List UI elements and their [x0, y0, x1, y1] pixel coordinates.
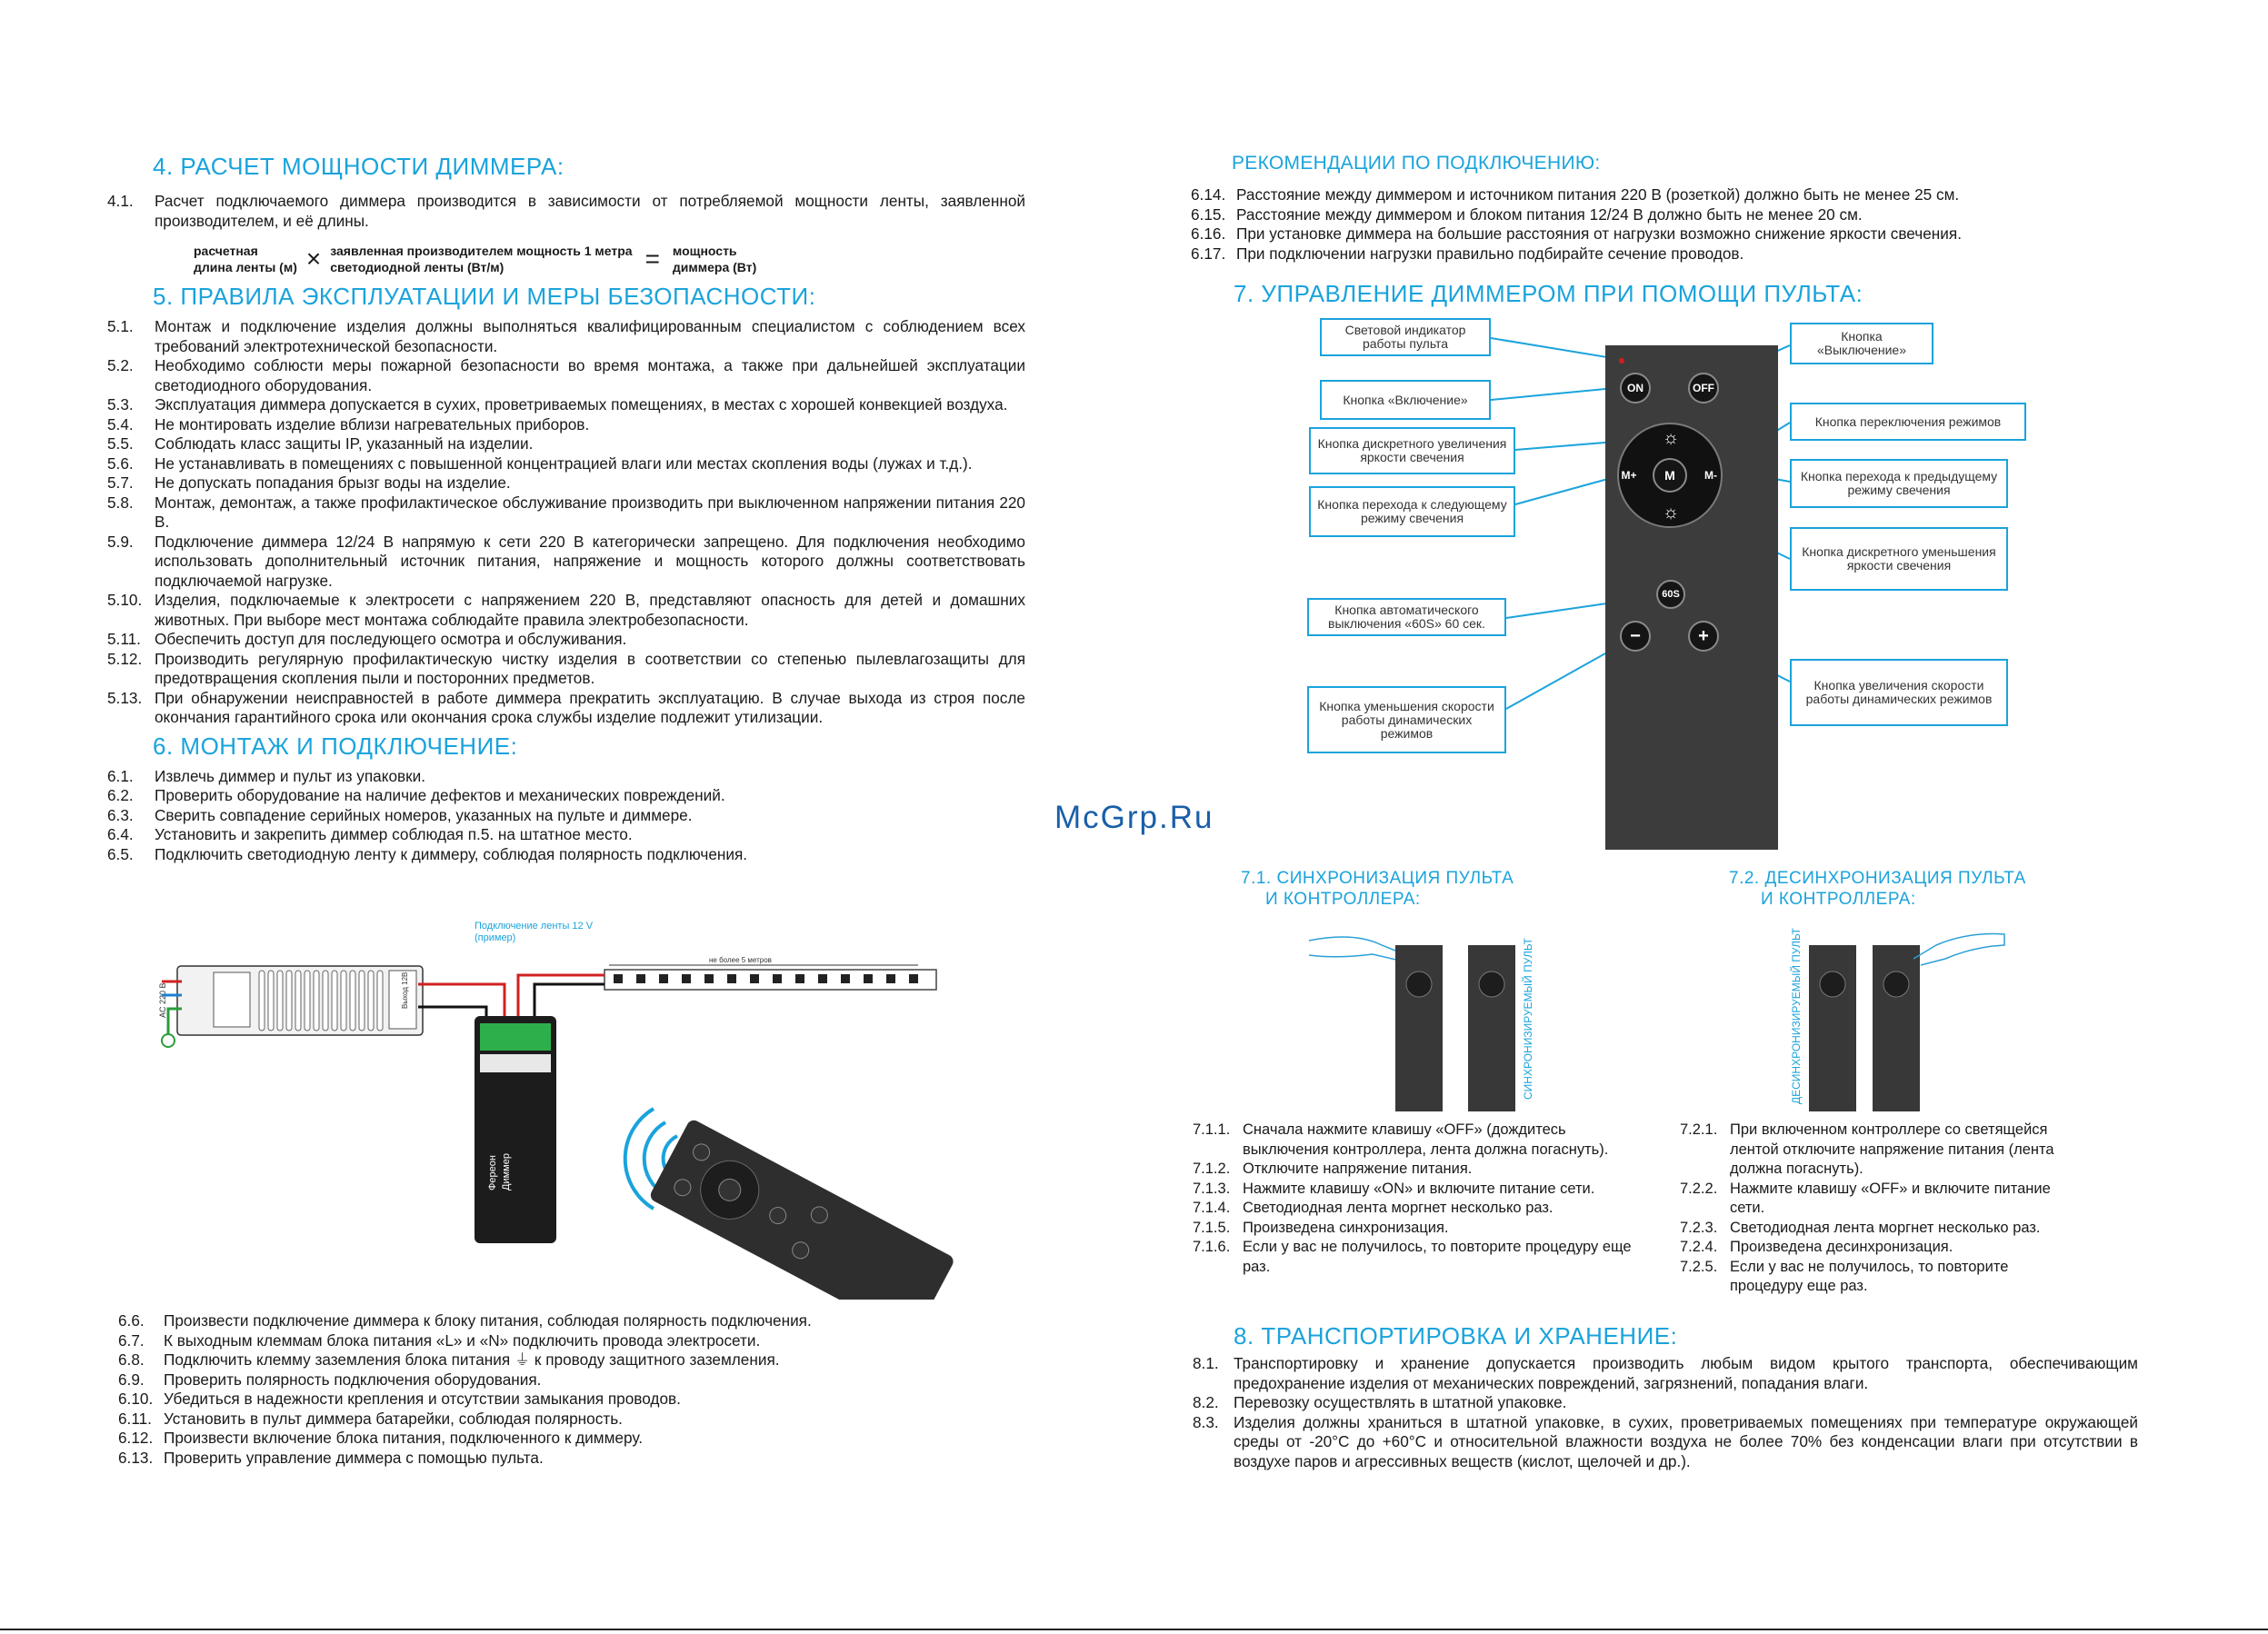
item-number: 6.12. [118, 1429, 154, 1447]
item-text: Соблюдать класс защиты IP, указанный на изделии. [155, 434, 534, 453]
psu-fin [350, 971, 355, 1031]
list-item [107, 786, 1025, 806]
item-number: 7.1.1. [1193, 1121, 1231, 1138]
list-item [1191, 244, 2191, 264]
desync-title: 7.2. ДЕСИНХРОНИЗАЦИЯ ПУЛЬТА И КОНТРОЛЛЕРА: [1729, 869, 2026, 909]
callout-off: Кнопка «Выключение» [1790, 323, 1933, 364]
list-item [107, 650, 1025, 689]
callout-next-mode: Кнопка перехода к следующему режиму свечения [1309, 486, 1515, 537]
list-item [107, 356, 1025, 395]
item-text: При подключении нагрузки правильно подбирайте сечение проводов. [1236, 244, 1744, 263]
list-item [118, 1311, 936, 1331]
list-item [1680, 1121, 2080, 1180]
hand-icon [1309, 937, 1404, 961]
section-8-list [1193, 1354, 2138, 1471]
watermark-text: McGrp.Ru [1054, 800, 1214, 835]
list-item [107, 806, 1025, 826]
item-number: 6.13. [118, 1448, 154, 1467]
psu-fin [277, 971, 283, 1031]
item-text: Изделия, подключаемые к электросети с напряжением 220 В, представляют опасность для детей и домашних животных. При выборе мест монтажа соблюдайте правила электробезопасности. [155, 591, 1025, 629]
item-text: Извлечь диммер и пульт из упаковки. [155, 766, 426, 785]
strip-led [886, 974, 895, 983]
item-number: 6.9. [118, 1370, 145, 1389]
item-text: При обнаружении неисправностей в работе диммера прекратить эксплуатацию. В случае выхода из строя после окончания гарантийного срока или окончания срока службы изделие подлежит утилизации. [155, 688, 1025, 726]
strip-wire-minus [535, 984, 604, 1018]
remote-illustration [648, 1118, 955, 1300]
item-number: 7.2.2. [1680, 1180, 1718, 1197]
psu-fin [305, 971, 310, 1031]
list-item [1191, 185, 2191, 205]
list-item [107, 825, 1025, 845]
item-text: Произвести подключение диммера к блоку питания, соблюдая полярность подключения. [164, 1311, 812, 1330]
section-6-list-continued [118, 1311, 936, 1468]
item-number: 6.17. [1191, 244, 1226, 263]
right-column [1191, 153, 2191, 308]
item-text: Изделия должны храниться в штатной упаковке, в сухих, проветриваемых помещениях при температуре окружающей среды от -20°С до +60°С и относительной влажности воздуха не более 70% без конденсации влаги при отсутствии в воздухе паров и агрессивных веществ (кислот, щелочей и др.). [1234, 1412, 2138, 1470]
list-item [1193, 1199, 1647, 1219]
item-text: Транспортировку и хранение допускается производить любым видом крытого транспорта, обеспечивающим предохранение изделия от механических повреждений, загрязнений, попадания влаги. [1234, 1354, 2138, 1392]
list-item [1680, 1219, 2080, 1239]
list-item [118, 1390, 936, 1410]
item-text: Монтаж и подключение изделия должны выполняться квалифицированным специалистом с соблюдением всех требований электротехнической безопасности. [155, 317, 1025, 355]
item-number: 7.2.1. [1680, 1121, 1718, 1138]
dc-wire-plus [418, 984, 505, 1018]
callout-indicator: Световой индикатор работы пульта [1320, 318, 1491, 356]
psu-fin [259, 971, 265, 1031]
item-number: 6.2. [107, 786, 134, 804]
formula-length: расчетная длина ленты (м) [194, 244, 297, 274]
dimmer-brand: Фереон [487, 1155, 498, 1191]
list-item [1680, 1258, 2080, 1297]
item-text: Не допускать попадания брызг воды на изделие. [155, 473, 511, 492]
strip-led [864, 974, 873, 983]
list-item [118, 1449, 936, 1469]
callout-speed-down: Кнопка уменьшения скорости работы динамических режимов [1307, 686, 1506, 753]
item-number: 7.1.5. [1193, 1219, 1231, 1236]
list-item [118, 1370, 936, 1390]
item-text: Необходимо соблюсти меры пожарной безопасности во время монтажа, а также при дальнейшей эксплуатации светодиодного оборудования. [155, 356, 1025, 394]
brightness-down-button[interactable]: ☼ [1662, 503, 1680, 523]
list-item [1193, 1160, 1647, 1180]
item-text: Убедиться в надежности крепления и отсутствии замыкания проводов. [164, 1390, 681, 1408]
desync-steps [1680, 1121, 2080, 1297]
item-text: Если у вас не получилось, то повторите процедуру еще раз. [1730, 1258, 2009, 1294]
section-5-list [107, 317, 1025, 728]
list-item [1680, 1180, 2080, 1219]
list-item [107, 689, 1025, 728]
section-6-list [107, 767, 1025, 865]
item-number: 5.7. [107, 473, 134, 492]
mode-plus-button[interactable]: M+ [1621, 469, 1637, 482]
sync-steps [1193, 1121, 1647, 1277]
item-text: Обеспечить доступ для последующего осмотра и обслуживания. [155, 630, 627, 648]
section-8-title: 8. ТРАНСПОРТИРОВКА И ХРАНЕНИЕ: [1234, 1322, 1678, 1350]
item-number: 7.2.5. [1680, 1258, 1718, 1275]
speed-minus-button[interactable]: − [1620, 621, 1651, 652]
item-number: 8.2. [1193, 1393, 1219, 1411]
item-text: Сначала нажмите клавишу «OFF» (дождитесь выключения контроллера, лента должна погаснуть). [1243, 1121, 1609, 1158]
item-text: Проверить полярность подключения оборудования. [164, 1370, 542, 1389]
page-bottom-rule [0, 1629, 2268, 1630]
strip-label-example: (пример) [475, 932, 516, 943]
dc-wire-minus [418, 1007, 486, 1018]
item-number: 6.7. [118, 1330, 145, 1350]
remote-body [1605, 345, 1778, 850]
strip-led [727, 974, 736, 983]
item-number: 6.16. [1191, 224, 1226, 243]
psu-fin [332, 971, 337, 1031]
item-text: Светодиодная лента моргнет несколько раз. [1730, 1219, 2041, 1236]
desync-vertical-label: ДЕСИНХРОНИЗИРУЕМЫЙ ПУЛЬТ [1790, 927, 1803, 1104]
item-number: 8.3. [1193, 1412, 1219, 1431]
list-item [118, 1429, 936, 1449]
item-text: Светодиодная лента моргнет несколько раз. [1243, 1200, 1554, 1216]
item-number: 4.1. [107, 192, 134, 210]
list-item [107, 434, 1025, 454]
strip-led [818, 974, 827, 983]
item-text: Отключите напряжение питания. [1243, 1161, 1473, 1177]
item-text: Произведена синхронизация. [1243, 1219, 1449, 1236]
strip-label: Подключение ленты 12 V [475, 921, 594, 932]
brightness-up-button[interactable]: ☼ [1662, 428, 1680, 448]
dimmer-name: Диммер [501, 1153, 512, 1191]
list-item [118, 1410, 936, 1430]
item-text: Проверить оборудование на наличие дефектов и механических повреждений. [155, 786, 725, 804]
mode-minus-button[interactable]: M- [1704, 469, 1717, 482]
list-item [107, 493, 1025, 533]
item-number: 6.5. [107, 844, 134, 863]
item-number: 7.1.2. [1193, 1161, 1231, 1177]
item-text: Проверить управление диммера с помощью пульта. [164, 1448, 544, 1467]
item-number: 8.1. [1193, 1354, 1219, 1372]
item-text: Сверить совпадение серийных номеров, указанных на пульте и диммере. [155, 805, 693, 824]
list-item [107, 845, 1025, 865]
item-number: 5.2. [107, 356, 134, 374]
item-text: Установить в пульт диммера батарейки, соблюдая полярность. [164, 1409, 623, 1428]
list-item [1191, 205, 2191, 225]
callout-auto-off: Кнопка автоматического выключения «60S» 60 сек. [1307, 598, 1506, 636]
formula-result: мощность диммера (Вт) [672, 244, 757, 274]
list-item [118, 1331, 936, 1351]
formula-times-sign: × [305, 244, 322, 273]
section-7-title: 7. УПРАВЛЕНИЕ ДИММЕРОМ ПРИ ПОМОЩИ ПУЛЬТА: [1234, 280, 1863, 307]
item-number: 6.8. [118, 1350, 145, 1369]
section-5-title: 5. ПРАВИЛА ЭКСПЛУАТАЦИИ И МЕРЫ БЕЗОПАСНОСТИ: [153, 283, 816, 310]
item-text: Произвести включение блока питания, подключенного к диммеру. [164, 1429, 643, 1447]
list-item [107, 454, 1025, 474]
psu-fin [368, 971, 374, 1031]
psu-fin [323, 971, 328, 1031]
list-item [1193, 1354, 2138, 1393]
item-number: 5.12. [107, 649, 143, 668]
strip-led [795, 974, 804, 983]
list-item [1193, 1121, 1647, 1160]
formula-power-per-meter: заявленная производителем мощность 1 метра светодиодной ленты (Вт/м) [330, 244, 633, 274]
list-item [107, 533, 1025, 592]
recommendations-list [1191, 185, 2191, 264]
strip-led [909, 974, 918, 983]
remote-schematic [1300, 309, 2027, 863]
ac-input-label: AC 220 В [158, 982, 167, 1018]
item-text: Расстояние между диммером и источником питания 220 В (розеткой) должно быть не менее 25 см. [1236, 185, 1960, 204]
item-number: 7.2.3. [1680, 1219, 1718, 1236]
sync-title: 7.1. СИНХРОНИЗАЦИЯ ПУЛЬТА И КОНТРОЛЛЕРА: [1241, 869, 1514, 909]
strip-led [659, 974, 668, 983]
section-6-title: 6. МОНТАЖ И ПОДКЛЮЧЕНИЕ: [153, 732, 518, 760]
strip-led [636, 974, 645, 983]
item-number: 5.5. [107, 434, 134, 453]
list-item [1191, 224, 2191, 244]
item-text: Установить и закрепить диммер соблюдая п.5. на штатное место. [155, 825, 633, 843]
remote-sync-1 [1395, 945, 1443, 1111]
item-text: Не устанавливать в помещениях с повышенной концентрацией влаги или местах скопления воды (лужах и т.д.). [155, 453, 973, 473]
left-column [107, 153, 1025, 864]
psu-fin [359, 971, 365, 1031]
item-number: 6.10. [118, 1390, 154, 1408]
strip-led [750, 974, 759, 983]
callout-speed-up: Кнопка увеличения скорости работы динамических режимов [1790, 659, 2008, 726]
psu-fin [314, 971, 319, 1031]
item-number: 6.1. [107, 766, 134, 785]
list-item [1193, 1413, 2138, 1472]
item-text: Расстояние между диммером и блоком питания 12/24 В должно быть не менее 20 см. [1236, 204, 1863, 224]
strip-led [773, 974, 782, 983]
hand-icon [1913, 934, 2004, 966]
callout-on: Кнопка «Включение» [1320, 380, 1491, 420]
list-item [107, 317, 1025, 356]
list-item [107, 630, 1025, 650]
item-text: Производить регулярную профилактическую чистку изделия в соответствии со степенью пылевлагозащиты для предотвращения скопления пыли и посторонних предметов. [155, 649, 1025, 687]
remote-desync-1 [1809, 945, 1856, 1111]
remote-indicator-led [1619, 358, 1624, 364]
item-number: 5.6. [107, 453, 134, 473]
list-item [107, 591, 1025, 630]
item-text: Монтаж, демонтаж, а также профилактическое обслуживание производить при выключенном напряжении питания 220 В. [155, 493, 1025, 531]
item-number: 5.4. [107, 414, 134, 433]
list-item [107, 415, 1025, 435]
sync-vertical-label: СИНХРОНИЗИРУЕМЫЙ ПУЛЬТ [1522, 938, 1534, 1100]
item-text: Подключить клемму заземления блока питания ⏚ к проводу защитного заземления. [164, 1350, 780, 1369]
psu-fin [377, 971, 383, 1031]
sync-illustration [1300, 922, 1600, 1113]
item-text: Нажмите клавишу «ON» и включите питание сети. [1243, 1180, 1595, 1197]
item-text: Если у вас не получилось, то повторите процедуру еще раз. [1243, 1239, 1632, 1275]
item-number: 6.14. [1191, 185, 1226, 204]
formula-equals-sign: = [644, 244, 660, 273]
strip-led [704, 974, 714, 983]
off-button[interactable]: OFF [1688, 373, 1719, 404]
item-number: 5.13. [107, 688, 143, 707]
dimmer-unit [475, 1016, 556, 1243]
strip-length-label: не более 5 метров [709, 956, 772, 964]
psu-fin [295, 971, 301, 1031]
list-item [107, 767, 1025, 787]
list-item [1193, 1393, 2138, 1413]
item-text: При установке диммера на большие расстояния от нагрузки возможно снижение яркости свечения. [1236, 224, 1962, 243]
callout-prev-mode: Кнопка перехода к предыдущему режиму свечения [1790, 459, 2008, 508]
item-number: 5.9. [107, 532, 134, 551]
psu-output-label: Выход 12В [401, 971, 409, 1009]
item-number: 5.10. [107, 591, 143, 609]
strip-led [841, 974, 850, 983]
psu-fin [286, 971, 292, 1031]
strip-led [614, 974, 623, 983]
ground-symbol [162, 1034, 175, 1047]
list-item [1193, 1238, 1647, 1277]
item-number: 7.1.4. [1193, 1200, 1231, 1216]
list-item [107, 473, 1025, 493]
mode-m-button[interactable]: M [1653, 458, 1687, 493]
list-item [1680, 1238, 2080, 1258]
desync-illustration [1777, 918, 2013, 1113]
psu-fin [268, 971, 274, 1031]
strip-wire-plus [518, 975, 604, 1018]
item-number: 6.15. [1191, 204, 1226, 224]
callout-brightness-down: Кнопка дискретного уменьшения яркости свечения [1790, 527, 2008, 591]
item-number: 6.3. [107, 805, 134, 824]
timer-60s-button[interactable]: 60S [1656, 580, 1685, 609]
power-formula [194, 243, 1025, 275]
item-text: Не монтировать изделие вблизи нагревательных приборов. [155, 414, 590, 433]
callout-brightness-up: Кнопка дискретного увеличения яркости свечения [1309, 427, 1515, 474]
speed-plus-button[interactable]: + [1688, 621, 1719, 652]
item-text: Подключение диммера 12/24 В напрямую к сети 220 В категорически запрещено. Для подключения необходимо использовать дополнительный источник питания, напряжение и мощность которого должны соответствовать подключаемой нагрузке. [155, 532, 1025, 590]
item-text: Перевозку осуществлять в штатной упаковке. [1234, 1393, 1567, 1411]
list-item [118, 1350, 936, 1370]
item-number: 6.6. [118, 1311, 145, 1330]
item-text: Произведена десинхронизация. [1730, 1239, 1953, 1255]
item-number: 5.3. [107, 395, 134, 413]
item-number: 5.8. [107, 493, 134, 512]
remote-sync-2 [1468, 945, 1515, 1111]
section-4-title: 4. РАСЧЕТ МОЩНОСТИ ДИММЕРА: [153, 153, 565, 180]
wiring-diagram [145, 918, 1000, 1300]
item-number: 7.1.3. [1193, 1180, 1231, 1197]
on-button[interactable]: ON [1620, 373, 1651, 404]
item-number: 6.4. [107, 825, 134, 843]
list-item [1193, 1219, 1647, 1239]
item-text: Эксплуатация диммера допускается в сухих, проветриваемых помещениях, в местах с хорошей конвекцией воздуха. [155, 395, 1008, 413]
recommendations-title: РЕКОМЕНДАЦИИ ПО ПОДКЛЮЧЕНИЮ: [1232, 153, 1601, 174]
item-text: Подключить светодиодную ленту к диммеру, соблюдая полярность подключения. [155, 844, 748, 863]
item-text: К выходным клеммам блока питания «L» и «N» подключить провода электросети. [164, 1330, 761, 1350]
item-number: 7.2.4. [1680, 1239, 1718, 1255]
item-text: Расчет подключаемого диммера производится в зависимости от потребляемой мощности ленты, заявленной производителем, и её длины. [155, 192, 1025, 230]
list-item [107, 192, 1025, 231]
psu-fin [341, 971, 346, 1031]
callout-switch-mode: Кнопка переключения режимов [1790, 403, 2026, 441]
item-number: 7.1.6. [1193, 1239, 1231, 1255]
item-text: При включенном контроллере со светящейся лентой отключите напряжение питания (лента должна погаснуть). [1730, 1121, 2054, 1177]
strip-led [682, 974, 691, 983]
list-item [1193, 1180, 1647, 1200]
list-item [107, 395, 1025, 415]
power-supply [177, 966, 423, 1035]
item-number: 5.11. [107, 630, 141, 648]
item-text: Нажмите клавишу «OFF» и включите питание сети. [1730, 1180, 2051, 1216]
item-number: 5.1. [107, 317, 134, 335]
remote-desync-2 [1873, 945, 1920, 1111]
section-4-list [107, 192, 1025, 231]
item-number: 6.11. [118, 1409, 152, 1428]
